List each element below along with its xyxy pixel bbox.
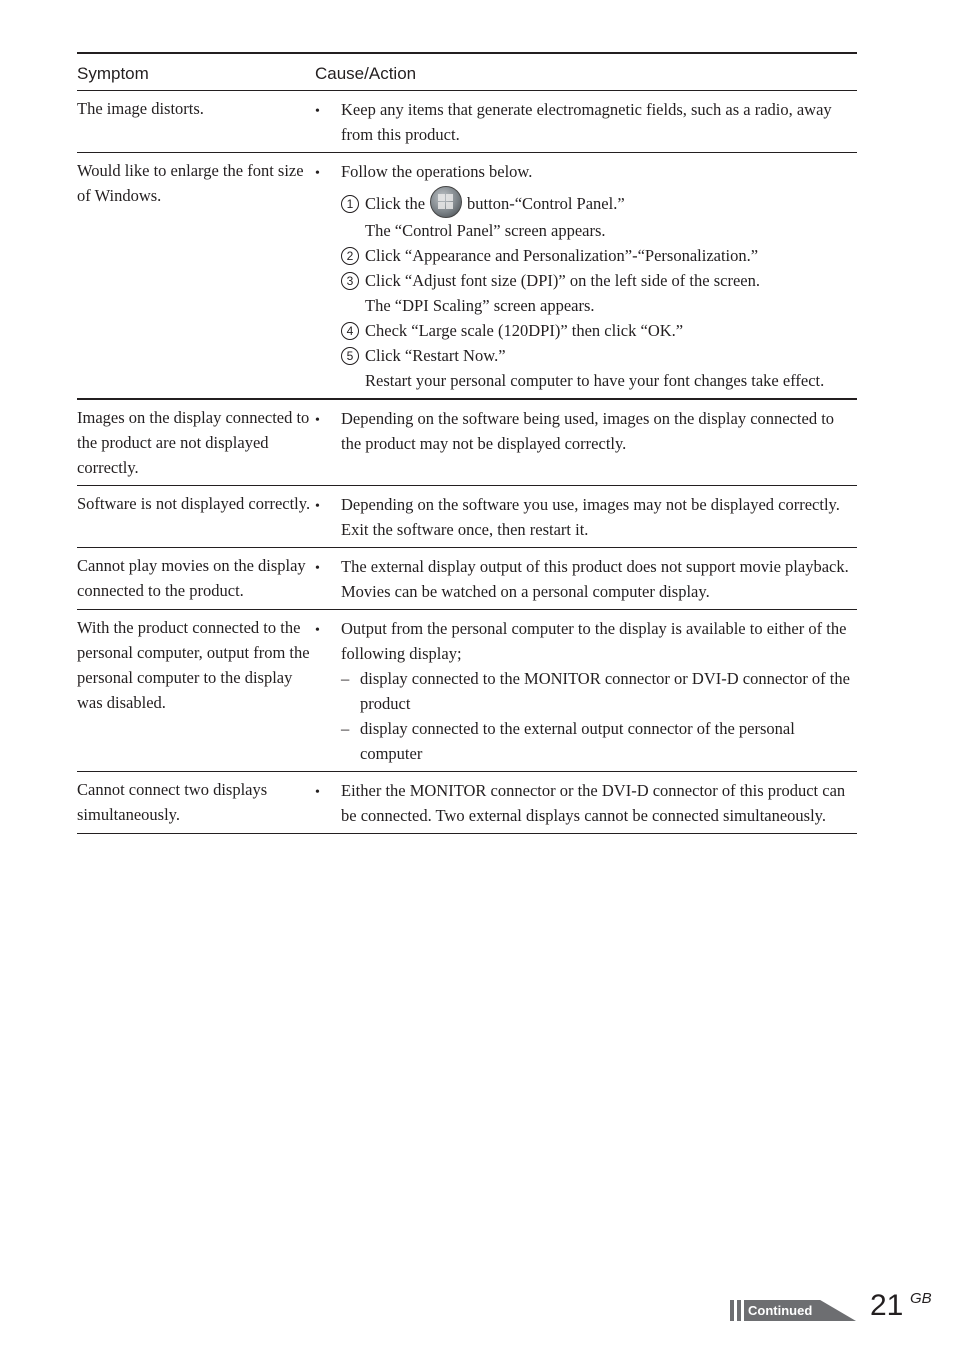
cause-cell	[315, 486, 857, 547]
step-number: 4	[341, 322, 359, 340]
step-text: Click “Appearance and Personalization”-“Personalization.”	[365, 246, 759, 265]
symptom-cell: Cannot play movies on the display connected to the product.	[77, 556, 306, 600]
bullet-icon	[315, 616, 341, 666]
symptom-cell: With the product connected to the personal computer, output from the personal computer to the display was disabled.	[77, 618, 310, 712]
table-row	[77, 610, 857, 772]
table-header	[77, 54, 857, 91]
cause-text: Output from the personal computer to the display is available to either of the following display;	[341, 619, 847, 663]
step-note: The “Control Panel” screen appears.	[365, 221, 606, 240]
step-text: Check “Large scale (120DPI)” then click “OK.”	[365, 321, 684, 340]
symptom-cell: Would like to enlarge the font size of Windows.	[77, 161, 304, 205]
cause-text: Depending on the software being used, images on the display connected to the product may not be displayed correctly.	[341, 409, 835, 453]
table-row	[77, 153, 857, 400]
region-code: GB	[910, 1290, 932, 1307]
dash-symbol: –	[341, 669, 350, 688]
windows-start-orb-icon	[430, 186, 462, 218]
symptom-cell: Software is not displayed correctly.	[77, 494, 311, 513]
step-number: 3	[341, 272, 359, 290]
bullet-icon	[315, 97, 341, 147]
cause-text: Follow the operations below.	[341, 162, 533, 181]
table-row	[77, 772, 857, 834]
step-text: button-“Control Panel.”	[467, 194, 625, 213]
bullet-icon	[315, 554, 341, 604]
bullet-icon	[315, 778, 341, 828]
symptom-cell: The image distorts.	[77, 99, 204, 118]
cause-cell	[315, 772, 857, 833]
dash-symbol: –	[341, 719, 350, 738]
cause-text: The external display output of this product does not support movie playback. Movies can be watched on a personal computer display.	[341, 557, 849, 601]
step-5	[315, 343, 857, 368]
symptom-cell: Images on the display connected to the product are not displayed correctly.	[77, 408, 310, 477]
step-number: 5	[341, 347, 359, 365]
bullet-icon	[315, 159, 341, 186]
cause-cell	[315, 400, 857, 485]
step-4	[315, 318, 857, 343]
page-number: 21	[870, 1289, 904, 1322]
dash-text: display connected to the MONITOR connector or DVI-D connector of the product	[360, 669, 850, 713]
table-row	[77, 486, 857, 548]
step-2	[315, 243, 857, 268]
symptom-cell: Cannot connect two displays simultaneously.	[77, 780, 268, 824]
bullet-icon	[315, 492, 341, 542]
continued-badge	[730, 1300, 856, 1321]
step-number: 2	[341, 247, 359, 265]
cause-cell	[315, 153, 857, 398]
continued-label: Continued	[748, 1303, 813, 1318]
dash-item	[315, 666, 857, 716]
cause-text: Either the MONITOR connector or the DVI-D connector of this product can be connected. Two external displays cannot be connected simultaneously.	[341, 781, 846, 825]
table-row	[77, 400, 857, 486]
header-cause-action: Cause/Action	[315, 64, 417, 83]
step-text: Click the	[365, 194, 426, 213]
cause-cell	[315, 548, 857, 609]
step-note: Restart your personal computer to have your font changes take effect.	[365, 371, 825, 390]
header-symptom: Symptom	[77, 64, 149, 83]
cause-text: Depending on the software you use, images may not be displayed correctly. Exit the software once, then restart it.	[341, 495, 840, 539]
page-footer	[730, 1290, 940, 1322]
step-3	[315, 268, 857, 293]
dash-text: display connected to the external output connector of the personal computer	[360, 719, 795, 763]
step-number: 1	[341, 195, 359, 213]
table-row	[77, 91, 857, 153]
step-note: The “DPI Scaling” screen appears.	[365, 296, 595, 315]
dash-item	[315, 716, 857, 766]
cause-cell	[315, 91, 857, 152]
cause-text: Keep any items that generate electromagnetic fields, such as a radio, away from this product.	[341, 100, 832, 144]
step-text: Click “Restart Now.”	[365, 346, 506, 365]
bullet-icon	[315, 406, 341, 456]
troubleshooting-table	[77, 52, 857, 834]
cause-cell	[315, 610, 857, 771]
step-text: Click “Adjust font size (DPI)” on the left side of the screen.	[365, 271, 760, 290]
step-1	[315, 186, 857, 218]
table-row	[77, 548, 857, 610]
